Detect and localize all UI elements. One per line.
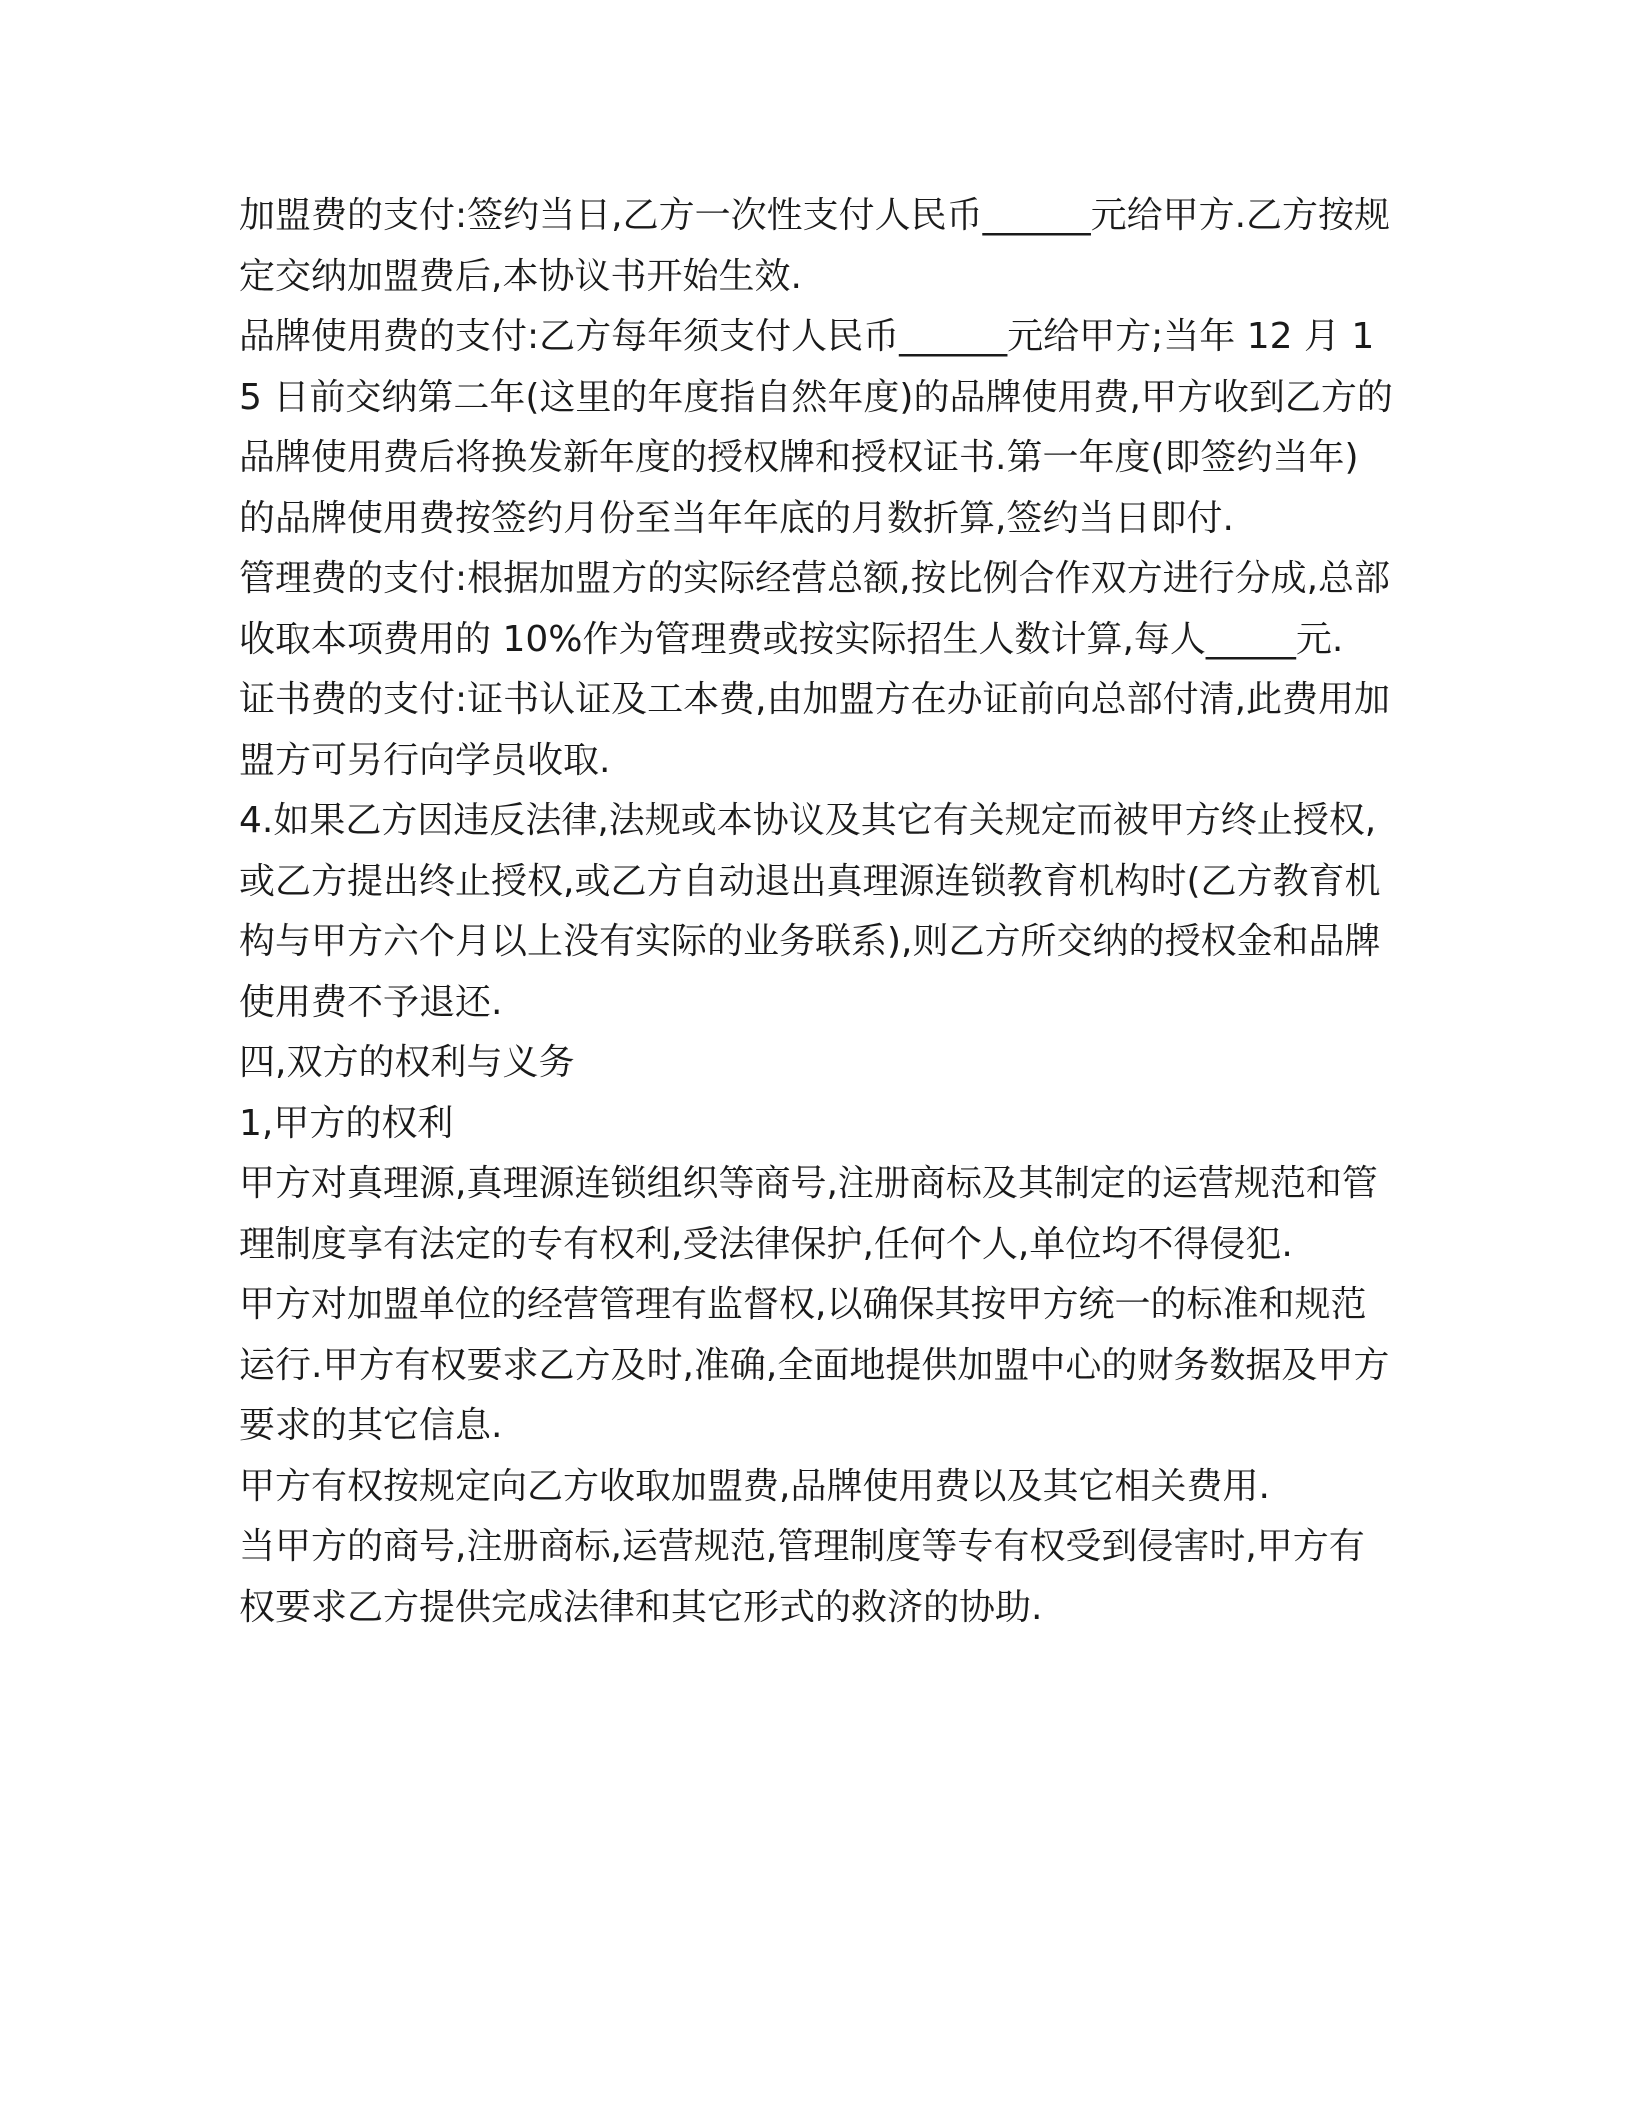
paragraph-termination: 4.如果乙方因违反法律,法规或本协议及其它有关规定而被甲方终止授权,或乙方提出终止授权,或乙方自动退出真理源连锁教育机构时(乙方教育机构与甲方六个月以上没有实际的业务联系),则乙方所交纳的授权金和品牌使用费不予退还. (239, 800, 1381, 1023)
paragraph-supervision: 甲方对加盟单位的经营管理有监督权,以确保其按甲方统一的标准和规范运行.甲方有权要求乙方及时,准确,全面地提供加盟中心的财务数据及甲方要求的其它信息. (239, 1284, 1390, 1446)
document-body (239, 186, 1393, 1638)
paragraph-fee-collection: 甲方有权按规定向乙方收取加盟费,品牌使用费以及其它相关费用. (239, 1465, 1270, 1507)
section-heading-rights: 四,双方的权利与义务 (239, 1042, 575, 1083)
paragraph-franchise-fee: 加盟费的支付:签约当日,乙方一次性支付人民币______元给甲方.乙方按规定交纳加盟费后,本协议书开始生效. (239, 195, 1391, 297)
paragraph-certificate-fee: 证书费的支付:证书认证及工本费,由加盟方在办证前向总部付清,此费用加盟方可另行向学员收取. (239, 679, 1391, 781)
subheading-party-a-rights: 1,甲方的权利 (239, 1102, 454, 1144)
paragraph-infringement: 当甲方的商号,注册商标,运营规范,管理制度等专有权受到侵害时,甲方有权要求乙方提供完成法律和其它形式的救济的协助. (239, 1526, 1365, 1628)
paragraph-brand-fee: 品牌使用费的支付:乙方每年须支付人民币______元给甲方;当年 12 月 15 日前交纳第二年(这里的年度指自然年度)的品牌使用费,甲方收到乙方的品牌使用费后将换发新年度的授权牌和授权证书.第一年度(即签约当年)的品牌使用费按签约月份至当年年底的月数折算,签约当日即付. (239, 316, 1393, 539)
paragraph-management-fee: 管理费的支付:根据加盟方的实际经营总额,按比例合作双方进行分成,总部收取本项费用的 10%作为管理费或按实际招生人数计算,每人_____元. (239, 558, 1391, 660)
paragraph-trademark-rights: 甲方对真理源,真理源连锁组织等商号,注册商标及其制定的运营规范和管理制度享有法定的专有权利,受法律保护,任何个人,单位均不得侵犯. (239, 1163, 1378, 1265)
